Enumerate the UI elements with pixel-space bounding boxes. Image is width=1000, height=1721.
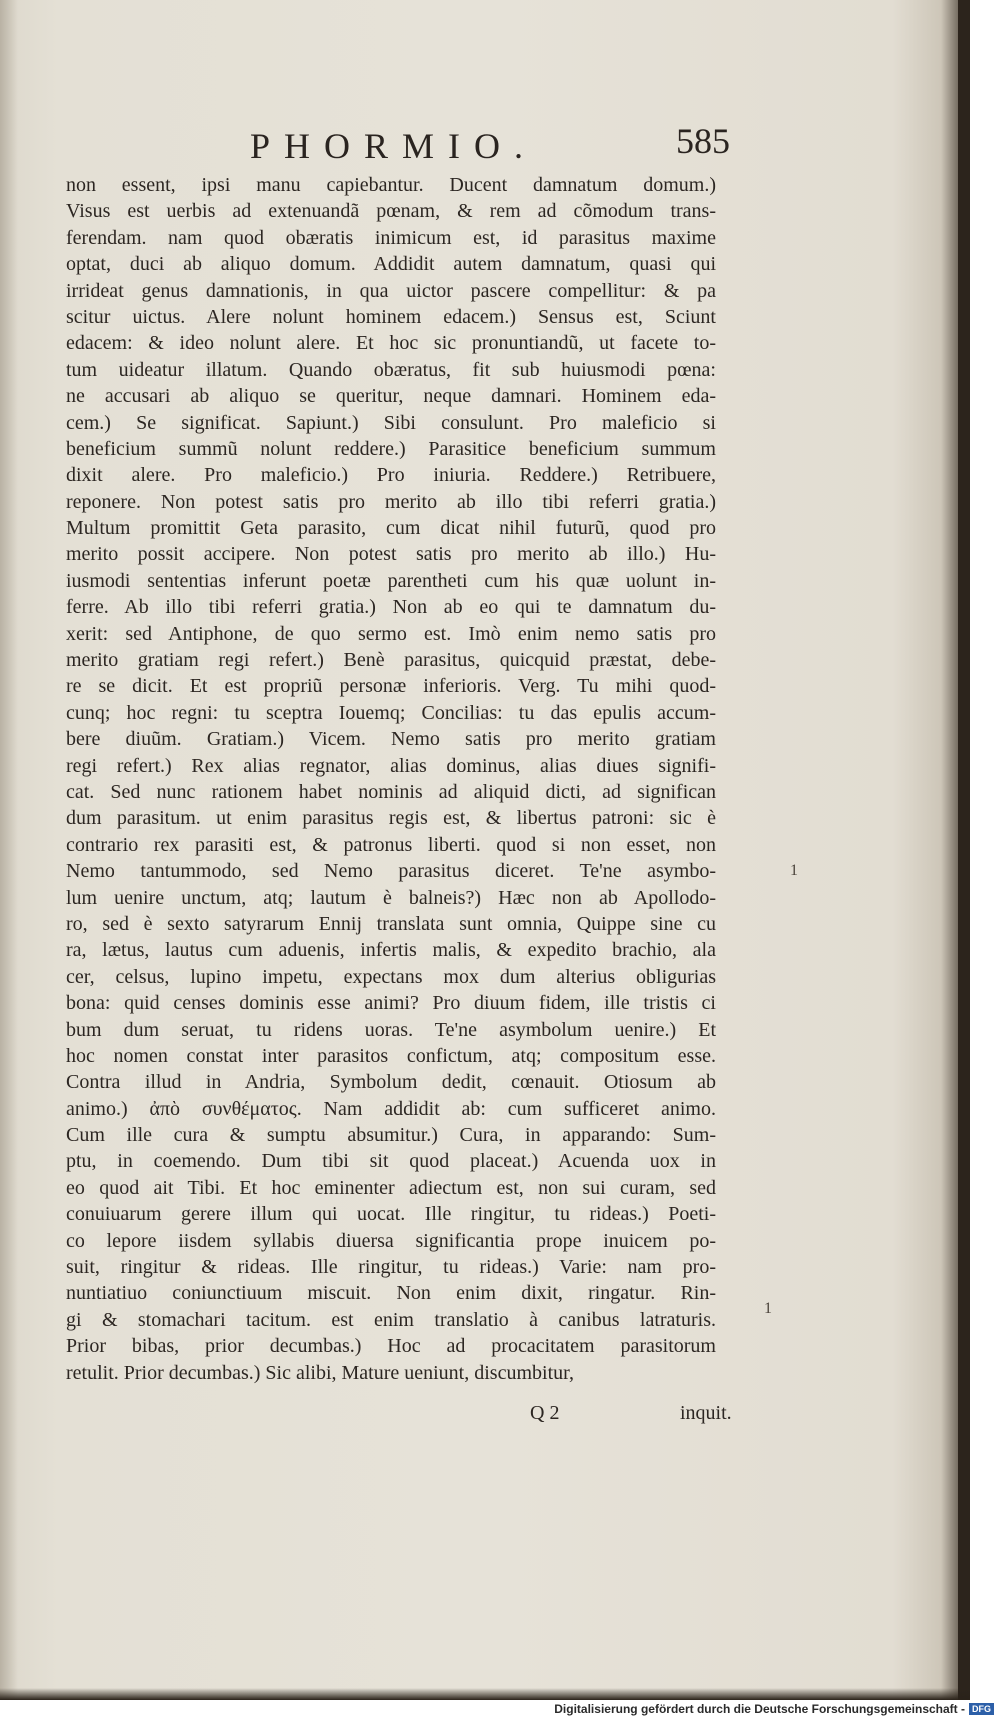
text-line: bona: quid censes dominis esse animi? Pro diuum fidem, ille tristis ci [66, 992, 716, 1015]
commentary-text [66, 172, 716, 1386]
text-line: Multum promittit Geta parasito, cum dicat nihil futurũ, quod pro [66, 517, 716, 540]
text-line: cat. Sed nunc rationem habet nominis ad aliquid dicti, ad significan [66, 780, 716, 803]
text-line: optat, duci ab aliquo domum. Addidit autem damnatum, quasi qui [66, 253, 716, 276]
text-line: irrideat genus damnationis, in qua uictor pascere compellitur: & pa [66, 279, 716, 302]
running-head: PHORMIO. [250, 126, 538, 166]
text-line: merito possit accipere. Non potest satis pro merito ab illo.) Hu- [66, 543, 716, 566]
text-line: gi & stomachari tacitum. est enim translatio à canibus latraturis. [66, 1308, 716, 1331]
text-line: cem.) Se significat. Sapiunt.) Sibi consulunt. Pro maleficio si [66, 411, 716, 434]
margin-mark: 1 [764, 1300, 772, 1317]
text-line: suit, ringitur & rideas. Ille ringitur, tu rideas.) Varie: nam pro- [66, 1256, 716, 1279]
text-line: bere diuũm. Gratiam.) Vicem. Nemo satis pro merito gratiam [66, 728, 716, 751]
text-line: cunq; hoc regni: tu sceptra Iouemq; Concilias: tu das epulis accum- [66, 701, 716, 724]
text-line: co lepore iisdem syllabis diuersa significantia prope inuicem po- [66, 1229, 716, 1252]
text-line: ferendam. nam quod obæratis inimicum est, id parasitus maxime [66, 226, 716, 249]
margin-mark: 1 [790, 862, 798, 879]
text-line: scitur uictus. Alere nolunt hominem edacem.) Sensus est, Sciunt [66, 305, 716, 328]
text-line: cer, celsus, lupino impetu, expectans mox dum alterius obligurias [66, 965, 716, 988]
text-line: Nemo tantummodo, sed Nemo parasitus diceret. Te'ne asymbo- [66, 860, 716, 883]
text-line: ra, lætus, lautus cum aduenis, infertis malis, & expedito brachio, ala [66, 939, 716, 962]
text-line: lum uenire unctum, atq; lautum è balneis?) Hæc non ab Apollodo- [66, 886, 716, 909]
text-line: non essent, ipsi manu capiebantur. Ducent damnatum domum.) [66, 174, 716, 196]
catchword: inquit. [680, 1402, 732, 1424]
text-line: ne accusari ab aliquo se queritur, neque damnari. Hominem eda- [66, 385, 716, 408]
text-line: xerit: sed Antiphone, de quo sermo est. Imò enim nemo satis pro [66, 622, 716, 645]
text-line: iusmodi sententias inferunt poetæ parentheti cum his quæ uolunt in- [66, 569, 716, 592]
dfg-logo: DFG [969, 1703, 994, 1715]
text-line: conuiuarum gerere illum qui uocat. Ille ringitur, tu rideas.) Poeti- [66, 1203, 716, 1226]
text-line: reponere. Non potest satis pro merito ab illo tibi referri gratia.) [66, 490, 716, 513]
text-line: dixit alere. Pro maleficio.) Pro iniuria. Reddere.) Retribuere, [66, 464, 716, 487]
text-line: ferre. Ab illo tibi referri gratia.) Non ab eo qui te damnatum du- [66, 596, 716, 619]
digitization-credit [554, 1702, 994, 1716]
page-spine-shadow [0, 0, 18, 1700]
text-line: ro, sed è sexto satyrarum Ennij translata sunt omnia, Quippe sine cu [66, 912, 716, 935]
text-line: contrario rex parasiti est, & patronus liberti. quod si non esset, non [66, 833, 716, 856]
credit-text: Digitalisierung gefördert durch die Deutsche Forschungsgemeinschaft - [554, 1702, 965, 1716]
text-line: Cum ille cura & sumptu absumitur.) Cura, in apparando: Sum- [66, 1124, 716, 1147]
text-line: tum uideatur illatum. Quando obæratus, fit sub huiusmodi pœna: [66, 358, 716, 381]
text-line: retulit. Prior decumbas.) Sic alibi, Mature ueniunt, discumbitur, [66, 1361, 574, 1384]
text-line: eo quod ait Tibi. Et hoc eminenter adiectum est, non sui curam, sed [66, 1176, 716, 1199]
text-line: regi refert.) Rex alias regnator, alias dominus, alias diues signifi- [66, 754, 716, 777]
signature-mark: Q 2 [530, 1402, 560, 1424]
page-number: 585 [676, 121, 730, 161]
text-line: Prior bibas, prior decumbas.) Hoc ad procacitatem parasitorum [66, 1335, 716, 1358]
page-edge [958, 0, 970, 1700]
text-line: ptu, in coemendo. Dum tibi sit quod placeat.) Acuenda uox in [66, 1150, 716, 1173]
text-line: nuntiatiuo coniunctiuum miscuit. Non enim dixit, ringatur. Rin- [66, 1282, 716, 1305]
text-line: re se dicit. Et est propriũ personæ inferioris. Verg. Tu mihi quod- [66, 675, 716, 698]
text-line: beneficium summũ nolunt reddere.) Parasitice beneficium summum [66, 437, 716, 460]
text-line: merito gratiam regi refert.) Benè parasitus, quicquid præstat, debe- [66, 649, 716, 672]
text-line: Visus est uerbis ad extenuandã pœnam, & rem ad cõmodum trans- [66, 200, 716, 223]
page-bottom-shadow [0, 1688, 970, 1700]
text-line: edacem: & ideo nolunt alere. Et hoc sic pronuntiandũ, ut facete to- [66, 332, 716, 355]
text-line: animo.) ἀπὸ συνθέματος. Nam addidit ab: cum sufficeret animo. [66, 1097, 716, 1120]
text-line: bum dum seruat, tu ridens uoras. Te'ne asymbolum uenire.) Et [66, 1018, 716, 1041]
text-line: hoc nomen constat inter parasitos confictum, atq; compositum esse. [66, 1044, 716, 1067]
text-line: dum parasitum. ut enim parasitus regis est, & libertus patroni: sic è [66, 807, 716, 830]
text-line: Contra illud in Andria, Symbolum dedit, cœnauit. Otiosum ab [66, 1071, 716, 1094]
